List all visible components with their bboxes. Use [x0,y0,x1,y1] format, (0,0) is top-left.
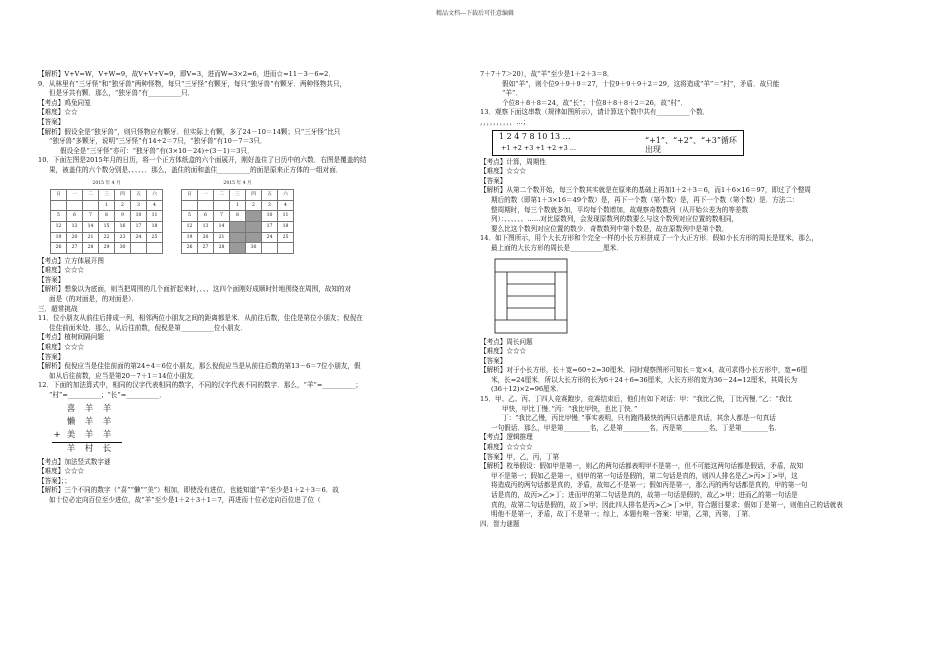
calendar-day: 20 [198,232,214,243]
left-a-line: 但是牙共有颗．那么，“独牙兽”有__________只． [49,89,195,98]
calendar-day: 4 [278,200,294,211]
right-c-line: 【考点】逻辑推理 [480,433,533,442]
right-b-line: 要么比这个数列对应位置的数少．奇数数列中第个数是，故在原数列中是第个数． [491,224,729,233]
calendar-day: 7 [83,211,99,222]
calendar-day [51,200,67,211]
right-b-line: 整周期时，每三个数就多加，平均每个数增加，故观察奇数数列（从开始公差为的等差数 [491,205,749,214]
right-lines-b [480,158,920,254]
calendar-weekday: 六 [147,190,163,201]
left-c-line: 【解析】三个不同的数字（“喜”“懒”“美”）相加，即使没有进位，也能知道“羊”至少是1＋2＋3＝6．故 [38,486,339,495]
calendar-weekday: 三 [230,190,246,201]
sum-cell: + [53,429,61,440]
left-b-line: 三．超常挑战 [38,304,78,313]
calendar-day: 2 [115,200,131,211]
calendar-day [246,232,262,243]
calendar-right [181,179,294,254]
calendar-day: 27 [67,243,83,254]
calendar-day: 25 [147,232,163,243]
calendar-day [246,221,262,232]
calendar-day [67,200,83,211]
right-a-line: 7＋7＋7＞20），故“羊”至少是1＋2＋3＝8． [480,70,614,78]
sequence-label: “+1”、“+2”、“+3”循环出现 [645,135,737,155]
left-a-line: 【考点】鸡兔同笼 [38,98,91,107]
calendar-day: 7 [214,211,230,222]
calendar-day: 1 [99,200,115,211]
right-c-line: (36＋12)×2=96厘米． [491,385,563,394]
sum-cell [52,416,62,429]
left-a-line: “独牙兽”多颗牙，说明“三牙怪”有14÷2＝7只，“独牙兽”有10－7＝3只． [49,137,267,146]
calendar-figures [50,179,470,254]
calendar-weekday: 日 [182,190,198,201]
right-c-line: 话是真的，故丙>乙>丁；进而甲的第二句话是真的，故第一句话是假的，故乙>甲；进而乙的第一句话是 [491,491,798,499]
left-c-line: 如十位必定向百位至少进位，故“羊”至少是1＋2＋3＋1＝7，再进而十位必定向百位进了位（ [49,495,321,504]
right-c-line: 【难度】☆☆☆☆ [480,443,533,452]
right-a-line: “羊”． [502,89,522,98]
calendar-weekday: 五 [131,190,147,201]
left-lines-b [38,257,470,401]
calendar-day: 9 [115,211,131,222]
left-a-line: 【难度】☆☆ [38,108,78,117]
left-b-line: 【解析】倪倪应当是佳佳前面的第24÷4＝6位小朋友，那么倪倪应当是从前往后数的第13－6＝7位小朋友，假 [38,362,361,371]
calendar-day: 24 [131,232,147,243]
left-column [38,70,470,506]
calendar-weekday: 二 [214,190,230,201]
left-a-line: 【答案】 [38,117,65,126]
left-lines-c [38,458,470,506]
calendar-day: 5 [51,211,67,222]
calendar-day: 14 [214,221,230,232]
sum-cell: 美 [66,429,76,440]
sum-cell: 村 [84,443,94,454]
left-a-line: 假设全是“三牙怪”亦可：“独牙兽”有(3×10－24)÷(3－1)＝3只． [60,146,254,155]
calendar-day [262,243,278,254]
left-b-line: 【难度】☆☆☆ [38,266,85,275]
sum-cell [52,443,62,456]
left-b-line: 12．下面的加法算式中，相同的汉字代表相同的数字，不同的汉字代表不同的数字．那么，“羊”=__________； [38,381,362,390]
calendar-day: 30 [246,243,262,254]
right-c-line: 【答案】 [480,356,507,365]
calendar-day: 4 [147,200,163,211]
calendar-day: 2 [246,200,262,211]
calendar-weekday: 一 [67,190,83,201]
left-b-line: 【难度】☆☆☆ [38,343,85,352]
right-a-line: ，，，，，，，，，，…； [480,117,530,126]
calendar-day: 30 [115,243,131,254]
calendar-day: 12 [51,221,67,232]
right-c-line: 【考点】周长问题 [480,337,533,346]
right-c-line: 丁：“我比乙慢，丙比甲慢．”事实表明，只有跑得最快的两只话都是真话，其余人都是一句真话 [502,414,776,423]
right-c-line: 甲不是第一；假如乙是第一，则甲的第一句话是假的，第二句话是真的，则四人排名是乙>丙>丁>甲，这 [491,471,798,480]
right-c-line: 明他不是第一，矛盾，故丁不是第一；综上，本题有唯一答案：甲第，乙第，丙第，丁第． [491,510,755,519]
right-b-line: 【难度】☆☆☆ [480,167,527,176]
sequence-top: 1 2 4 7 8 10 13 … [499,131,571,141]
calendar-day: 10 [262,211,278,222]
calendar-right-caption: 2015 年 4 月 [223,180,252,186]
sum-cell [52,403,62,416]
calendar-day [131,243,147,254]
right-b-line: 列）：、、、、、、……对比原数列，会发现原数列的数要么与这个数列对应位置的数相同， [491,215,739,224]
right-b-line: 【考点】计算，周期性 [480,157,546,166]
calendar-day: 29 [99,243,115,254]
right-c-line: 【解析】枚举假设：假如甲是第一，则乙的两句话都表明甲不是第一，但不可能这两句话都是假话，矛盾，故知 [480,462,804,471]
calendar-day [246,211,262,222]
calendar-day: 18 [147,221,163,232]
left-b-line: 11．位小朋友从前往后排成一列，相邻两位小朋友之间的距离都是米．从前往后数，佳佳是第位小朋友；倪倪在 [38,314,363,323]
right-c-line: 米，长=24厘米．所以大长方形的长为6＋24＋6=36厘米，大长方形的宽为36－24=12厘米，其周长为 [491,375,798,384]
calendar-week-row [51,211,163,222]
right-c-line: 甲快，甲比丁慢．”丙：“我比甲快，也比丁快．” [502,404,638,413]
left-a-line: 10．下面左图是2015年月的日历，将一个正方体纸盒的六个面展开，刚好盖住了日历中的六数．右图是覆盖的结 [38,156,367,165]
page-header: 精品文档---下载后可任意编辑 [435,10,515,17]
left-b-line: 【答案】 [38,275,65,284]
calendar-day: 8 [99,211,115,222]
left-a-line: 【解析】V+V=W，V+W=9，故V+V+V=9，即V=3，进而W=3×2=6，进而☆=11－3－6=2． [38,70,335,78]
calendar-week-row [51,232,163,243]
left-b-line: 【考点】立方体展开图 [38,256,104,265]
left-b-line: 佳佳前面米处．那么，从后往前数，倪倪是第__________位小朋友． [49,323,247,332]
calendar-left-caption: 2015 年 4 月 [92,180,121,186]
addition-puzzle [52,403,470,456]
sum-row [52,443,470,456]
right-a-line: 13．观察下面这串数（规律如图所示），请计算这个数中共有__________个数． [480,108,710,117]
left-b-line: 【解析】想象以为底面，则当把周围的几个面折起来时，、、、这四个面刚好成顺时针地围绕在周围，故知的对 [38,285,352,294]
right-lines-a [480,70,920,128]
calendar-day: 6 [198,211,214,222]
left-c-line: 【答案】；； [38,476,71,485]
calendar-day: 16 [115,221,131,232]
right-b-line: 14．如下图所示，用个大长方形和个完全一样的小长方形拼成了一个大正方形．假如小长方形的周长是厘米，那么， [480,234,819,243]
calendar-day: 28 [83,243,99,254]
rectangle-figure [494,258,920,334]
calendar-day [230,243,246,254]
calendar-day [147,243,163,254]
calendar-day: 5 [182,211,198,222]
calendar-day [278,243,294,254]
calendar-day [230,221,246,232]
sequence-box [492,130,744,156]
calendar-left [50,179,163,254]
calendar-day: 27 [198,243,214,254]
left-a-line: 【解析】假设全是“独牙兽”，则只怪物应有颗牙．但实际上有颗，多了24－10＝14颗；只“三牙怪”比只 [38,127,341,136]
calendar-week-row [182,243,294,254]
right-c-line: 一句假话．那么，甲是第________名，乙是第________名，丙是第________名，丁是第________名． [491,423,782,432]
right-b-line: 【答案】 [480,176,507,185]
left-b-line: 面是（的对面是，的对面是）． [49,295,139,304]
calendar-weekday: 六 [278,190,294,201]
sum-cell: 喜 [66,403,76,414]
sum-row [52,416,470,429]
left-c-line: 【考点】加法竖式数字谜 [38,457,111,466]
right-c-line: 【难度】☆☆☆ [480,347,527,356]
right-a-line: 个位8＋8＋8＝24，故“长”；十位8＋8＋8＋2＝26，故“村”． [502,98,687,107]
right-c-line: 【答案】甲，乙，丙，丁第 [480,452,560,461]
calendar-day: 17 [131,221,147,232]
calendar-weekday: 日 [51,190,67,201]
calendar-day: 18 [278,221,294,232]
calendar-week-row [51,200,163,211]
sum-cell: 羊 [84,429,94,440]
sum-row [52,403,470,416]
calendar-day: 13 [67,221,83,232]
calendar-day: 6 [67,211,83,222]
calendar-day [198,200,214,211]
sum-cell: 羊 [84,403,94,414]
sum-cell: 羊 [66,443,76,454]
right-c-line: 将造成丙的两句话都是真的，矛盾，故知乙不是第一；假如丙是第一，那么丙的两句话都是真的，甲的第一句 [491,481,808,490]
calendar-weekday: 二 [83,190,99,201]
calendar-day [83,200,99,211]
calendar-day: 19 [182,232,198,243]
left-c-line: 【难度】☆☆☆ [38,467,85,476]
calendar-week-row [182,211,294,222]
calendar-day: 22 [99,232,115,243]
calendar-day: 26 [51,243,67,254]
calendar-day: 13 [198,221,214,232]
right-lines-c [480,338,920,530]
sequence-bottom: +1 +2 +3 +1 +2 +3 … [501,143,577,152]
calendar-weekday: 三 [99,190,115,201]
sum-cell: 长 [102,443,112,454]
right-b-line: 期后的数（即第1＋3×16＝49个数）是，再下一个数（第个数）是，再下一个数（第个数）是．方法二： [491,195,799,204]
calendar-day: 21 [83,232,99,243]
left-b-line: 如从后往前数，应当是第20－7＋1＝14位小朋友． [49,371,200,380]
calendar-week-row [51,243,163,254]
rectangle-diagram [494,258,568,334]
calendar-day: 28 [214,243,230,254]
calendar-day: 20 [67,232,83,243]
calendar-day: 3 [262,200,278,211]
calendar-day: 17 [262,221,278,232]
right-c-line: 四．智力谜题 [480,519,520,528]
right-c-line: 15．甲、乙、丙、丁四人竞赛跑步，竞赛结束后，他们有如下对话：甲：“我比乙快，丁比丙慢．”乙：“我比 [480,395,792,404]
calendar-day: 12 [182,221,198,232]
calendar-weekday: 一 [198,190,214,201]
sum-cell: 懒 [66,416,76,427]
calendar-week-row [182,232,294,243]
sum-cell: 羊 [102,416,112,427]
sum-cell: 羊 [84,416,94,427]
right-c-line: 真的，故第二句话是假的，故丁>甲；因此四人排名是丙>乙>丁>甲，符合题目要求；假如丁是第一，则他自己的话就表 [491,500,843,509]
calendar-weekday: 四 [246,190,262,201]
right-b-line: 【解析】从第二个数开始，每三个数其实就是在原来的基础上再加1＋2＋3＝6，而1＋6×16＝97，即过了个整周 [480,186,812,195]
calendar-weekday: 四 [115,190,131,201]
calendar-day [214,200,230,211]
calendar-day: 26 [182,243,198,254]
left-b-line: 【考点】植树间隔问题 [38,333,104,342]
left-b-line: “村”=__________；“长”=__________． [49,391,166,399]
calendar-week-row [182,221,294,232]
calendar-day: 14 [83,221,99,232]
calendar-day: 3 [131,200,147,211]
calendar-week-row [51,221,163,232]
calendar-weekday: 五 [262,190,278,201]
left-lines-a [38,70,470,176]
left-b-line: 【答案】 [38,352,65,361]
calendar-day: 25 [278,232,294,243]
calendar-day: 19 [51,232,67,243]
calendar-day: 10 [131,211,147,222]
sum-cell: 羊 [102,429,112,440]
calendar-day: 11 [147,211,163,222]
calendar-day: 23 [115,232,131,243]
calendar-day: 11 [278,211,294,222]
calendar-day: 21 [214,232,230,243]
calendar-day: 8 [230,211,246,222]
calendar-day: 1 [230,200,246,211]
left-a-line: 果，被盖住的六个数分别是、、、、、．那么，盖住的面和盖住__________的面是原来正方体的一组对面． [49,165,343,174]
sum-cell: 羊 [102,403,112,414]
left-a-line: 9．从林里有“三牙怪”和“独牙兽”两种怪物，每只“三牙怪”有颗牙，每只“独牙兽”有颗牙．两种怪物共只， [38,79,347,88]
sequence-figure [492,130,920,156]
calendar-week-row [182,200,294,211]
calendar-day [182,200,198,211]
right-c-line: 【解析】对于小长方形，长＋宽=60÷2=30厘米．同时观察图形可知长＝宽×4，故可求得小长方形中，宽=6厘 [480,366,808,375]
calendar-day: 24 [262,232,278,243]
right-column [480,70,920,529]
calendar-day: 15 [99,221,115,232]
sum-row [52,429,470,442]
calendar-day [230,232,246,243]
right-a-line: 假如“羊”，则个位9＋9＋9＝27，十位9＋9＋9＋2＝29，这将造成“羊”＝“村”，矛盾．故只能 [502,79,780,88]
right-b-line: 最上面的大长方形的周长是__________厘米． [491,243,623,252]
